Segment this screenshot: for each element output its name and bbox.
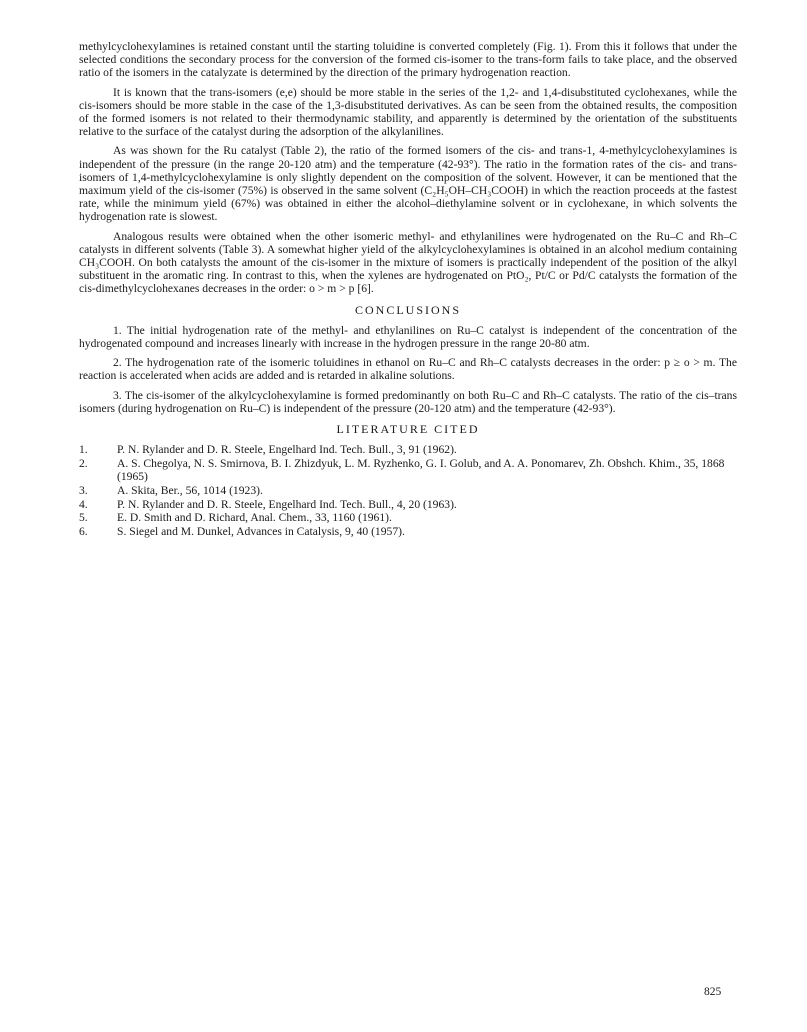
conclusion-item: 1. The initial hydrogenation rate of the methyl- and ethylanilines on Ru–C catalyst is independent of the concentration of the hydrogenated compound and increases linearly with increase in the hydrogen pressure in the range 20-80 atm. — [79, 323, 737, 351]
body-paragraph-4: Analogous results were obtained when the other isomeric methyl- and ethylanilines were hydrogenated on the Ru–C and Rh–C catalysts in different solvents (Table 3). A somewhat higher yield of the alkylcyclohexylamines is obtained in an alcohol medium containing CH₃COOH. On both catalysts the amount of the cis-isomer in the mixture of isomers is practically independent of the position of the alkyl substituent in the aromatic ring. In contrast to this, when the xylenes are hydrogenated on PtO₂, Pt/C or Pd/C catalysts the formation of the cis-dimethylcyclohexanes decreases in the order: o > m > p [6]. — [79, 229, 737, 296]
body-paragraph-1: methylcyclohexylamines is retained constant until the starting toluidine is converted completely (Fig. 1). From this it follows that under the selected conditions the secondary process for the conversion of the formed cis-isomer to the trans-form fails to take place, and the observed ratio of the isomers in the catalyzate is determined by the direction of the primary hydrogenation reaction. — [79, 40, 737, 80]
reference-item — [79, 511, 737, 524]
reference-number: 1. — [79, 443, 88, 457]
conclusion-item: 3. The cis-isomer of the alkylcyclohexylamine is formed predominantly on both Ru–C and Rh–C catalysts. The ratio of the cis–trans isomers (during hydrogenation on Ru–C) is independent of the pressure (20-120 atm) and the temperature (42-93°). — [79, 388, 737, 415]
reference-item — [79, 457, 737, 483]
body-paragraph-2: It is known that the trans-isomers (e,e) should be more stable in the series of the 1,2- and 1,4-disubstituted cyclohexanes, while the cis-isomers should be more stable in the case of the 1,3-disubstituted derivatives. As can be seen from the obtained results, the composition of the formed isomers is not related to their thermodynamic stability, and apparently is determined by the orientation of the substituents relative to the surface of the catalyst during the adsorption of the alkylanilines. — [79, 85, 737, 139]
reference-list — [79, 443, 737, 538]
conclusion-item: 2. The hydrogenation rate of the isomeric toluidines in ethanol on Ru–C and Rh–C catalysts decreases in the order: p ≥ o > m. The reaction is accelerated when acids are added and is retarded in alkaline solutions. — [79, 356, 737, 383]
reference-number: 5. — [79, 511, 88, 525]
reference-number: 3. — [79, 483, 88, 497]
reference-number: 2. — [79, 456, 88, 470]
reference-text: A. Skita, Ber., 56, 1014 (1923). — [117, 483, 263, 497]
reference-text: A. S. Chegolya, N. S. Smirnova, B. I. Zhizdyuk, L. M. Ryzhenko, G. I. Golub, and A. A. Ponomarev, Zh. Obshch. Khim., 35, 1868 (1965) — [117, 456, 725, 484]
page-number: 825 — [704, 986, 722, 998]
reference-item — [79, 498, 737, 511]
reference-text: S. Siegel and M. Dunkel, Advances in Catalysis, 9, 40 (1957). — [117, 525, 405, 538]
reference-number: 4. — [79, 497, 88, 511]
page-content — [79, 40, 737, 539]
reference-text: P. N. Rylander and D. R. Steele, Engelhard Ind. Tech. Bull., 3, 91 (1962). — [117, 443, 457, 457]
body-paragraph-3: As was shown for the Ru catalyst (Table 2), the ratio of the formed isomers of the cis- and trans-1, 4-methylcyclohexylamines is independent of the pressure (in the range 20-120 atm) and the temperature (42-93°). The ratio in the formation rates of the cis- and trans-isomers of 1,4-methylcyclohexylamine is only slightly dependent on the composition of the solvent. However, it can be mentioned that the maximum yield of the cis-isomer (75%) is observed in the same solvent (C₂H₅OH–CH₃COOH) in which the reaction proceeds at the fastest rate, while the minimum yield (67%) was obtained in either the alcohol–diethylamine solvent or in cyclohexane, in which solvents the hydrogenation rate is slowest. — [79, 144, 737, 224]
reference-number: 6. — [79, 525, 88, 538]
literature-heading: LITERATURE CITED — [336, 422, 480, 437]
reference-item — [79, 525, 737, 538]
reference-item — [79, 443, 737, 456]
reference-text: E. D. Smith and D. Richard, Anal. Chem., 33, 1160 (1961). — [117, 511, 392, 525]
reference-text: P. N. Rylander and D. R. Steele, Engelhard Ind. Tech. Bull., 4, 20 (1963). — [117, 497, 457, 511]
conclusions-heading: CONCLUSIONS — [354, 302, 461, 317]
reference-item — [79, 484, 737, 497]
